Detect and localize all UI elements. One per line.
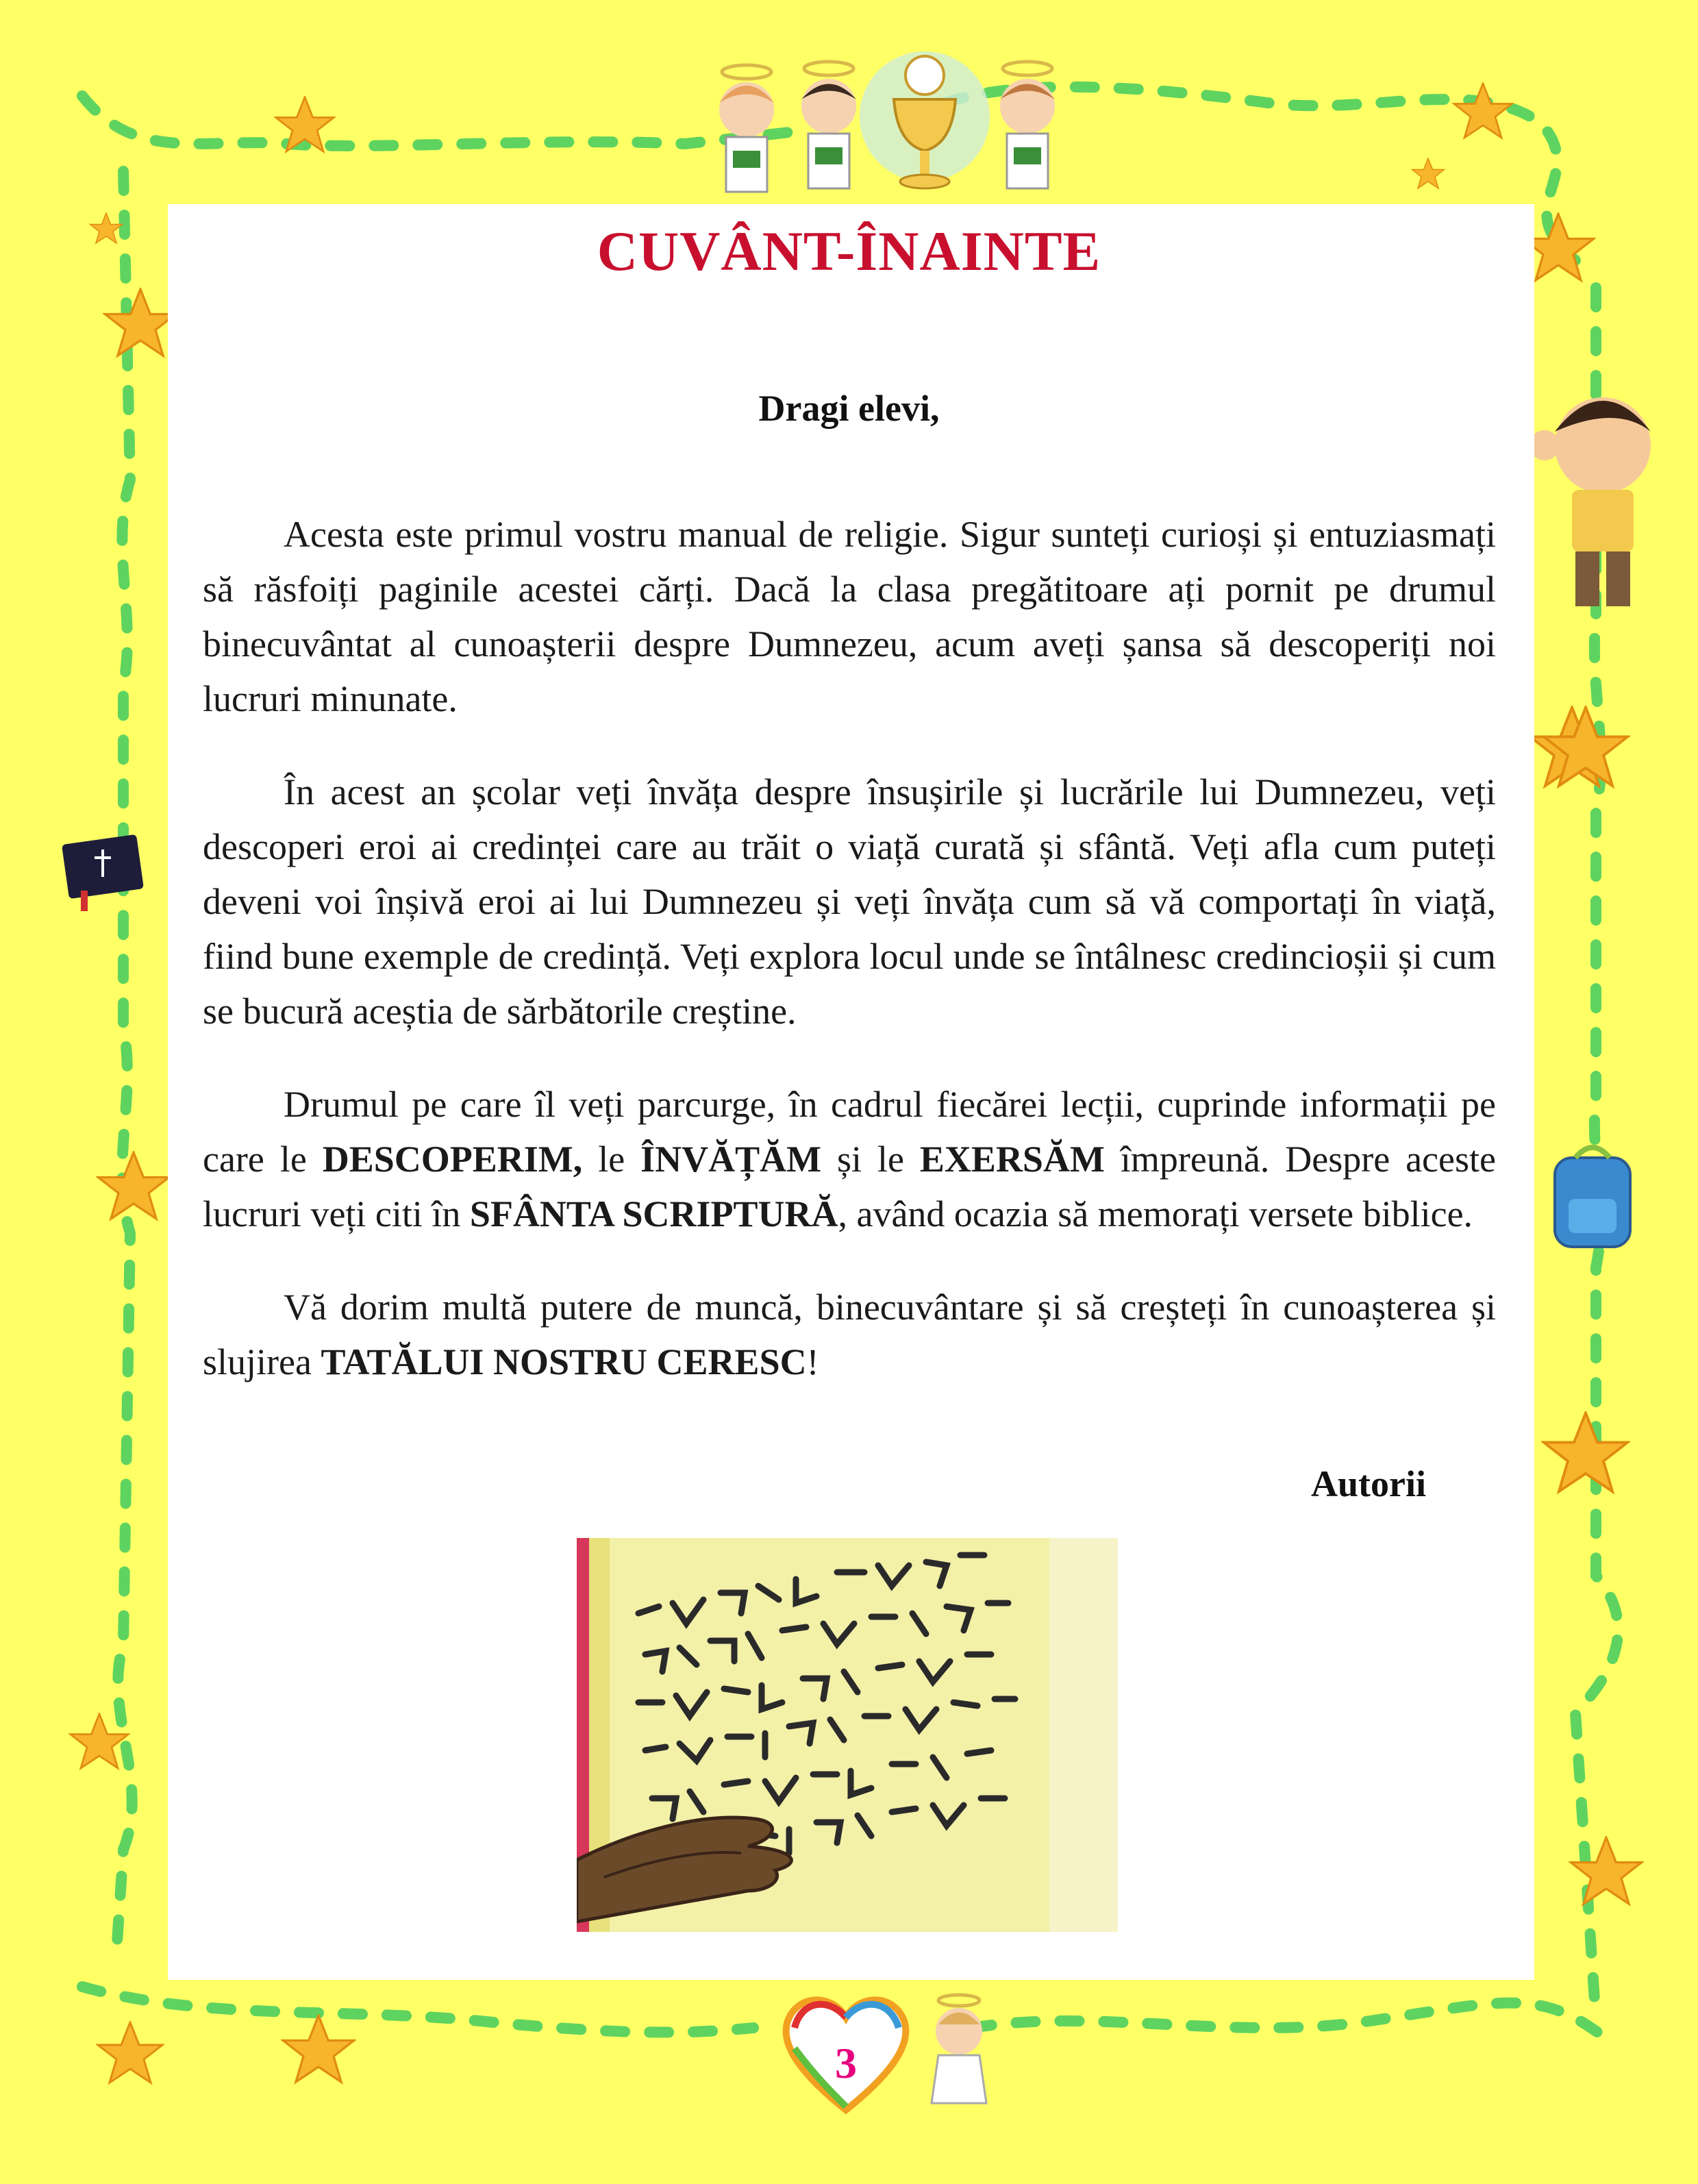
bold-sfanta-scriptura: SFÂNTA SCRIPTURĂ <box>469 1193 838 1234</box>
paragraph-3-text: și le <box>821 1139 920 1180</box>
star-icon <box>1454 84 1512 138</box>
star-icon <box>1412 158 1445 188</box>
page-title: CUVÂNT-ÎNAINTE <box>597 220 1101 282</box>
bold-invatam: ÎNVĂȚĂM <box>640 1139 822 1180</box>
paragraph-3-text: , având ocazia să memorați versete biblice. <box>838 1193 1473 1234</box>
paragraph-4 <box>203 1280 1496 1389</box>
paragraph-3-text: împreună. Despre aceste lucruri veți citi în <box>203 1139 1496 1234</box>
star-icon <box>98 2022 162 2083</box>
page-number: 3 <box>835 2039 857 2087</box>
star-icon <box>105 289 175 356</box>
star-icon <box>1544 1413 1627 1491</box>
paragraph-3-text: Drumul pe care îl veți parcurge, în cadrul fiecărei lecții, cuprinde informații pe care le <box>203 1084 1496 1180</box>
angel-icon <box>1000 62 1055 188</box>
star-icon <box>283 2015 353 2082</box>
body-text <box>203 507 1496 1428</box>
angel-icon <box>932 1995 986 2103</box>
bold-tatalui-nostru-ceresc: TATĂLUI NOSTRU CERESC <box>321 1341 807 1382</box>
bible-icon <box>62 834 144 911</box>
greeting: Dragi elevi, <box>758 388 940 429</box>
paragraph-1: Acesta este primul vostru manual de religie. Sigur sunteți curioși și entuziasmați să răsfoiți paginile acestei cărți. Dacă la clasa pregătitoare ați pornit pe drumul binecuvântat al cunoașterii despre Dumnezeu, acum aveți șansa să descoperiți noi lucruri minunate. <box>203 514 1496 719</box>
paragraph-3-text: le <box>582 1139 641 1180</box>
signature: Autorii <box>1311 1463 1426 1504</box>
bold-exersam: EXERSĂM <box>919 1139 1105 1180</box>
angel-icon <box>719 65 774 192</box>
angel-icon <box>801 62 856 188</box>
paragraph-3 <box>203 1077 1496 1241</box>
bold-descoperim: DESCOPERIM, <box>322 1139 583 1180</box>
paragraph-2: În acest an școlar veți învăța despre însușirile și lucrările lui Dumnezeu, veți descoperi eroi ai credinței care au trăit o viață curată și sfântă. Veți afla cum puteți deveni voi înșivă eroi ai lui Dumnezeu și veți învăța cum să vă comportați în viață, fiind bune exemple de credință. Veți explora locul unde se întâlnesc credincioșii și cum se bucură aceștia de sărbătorile creștine. <box>203 771 1496 1032</box>
scroll-image <box>577 1538 1118 1932</box>
star-icon <box>98 1152 168 1219</box>
backpack-icon <box>1555 1147 1630 1247</box>
paragraph-4-text: Vă dorim multă putere de muncă, binecuvântare și să creșteți în cunoașterea și slujirea <box>203 1287 1496 1382</box>
paragraph-4-text: ! <box>806 1341 819 1382</box>
chalice-icon <box>860 51 990 188</box>
